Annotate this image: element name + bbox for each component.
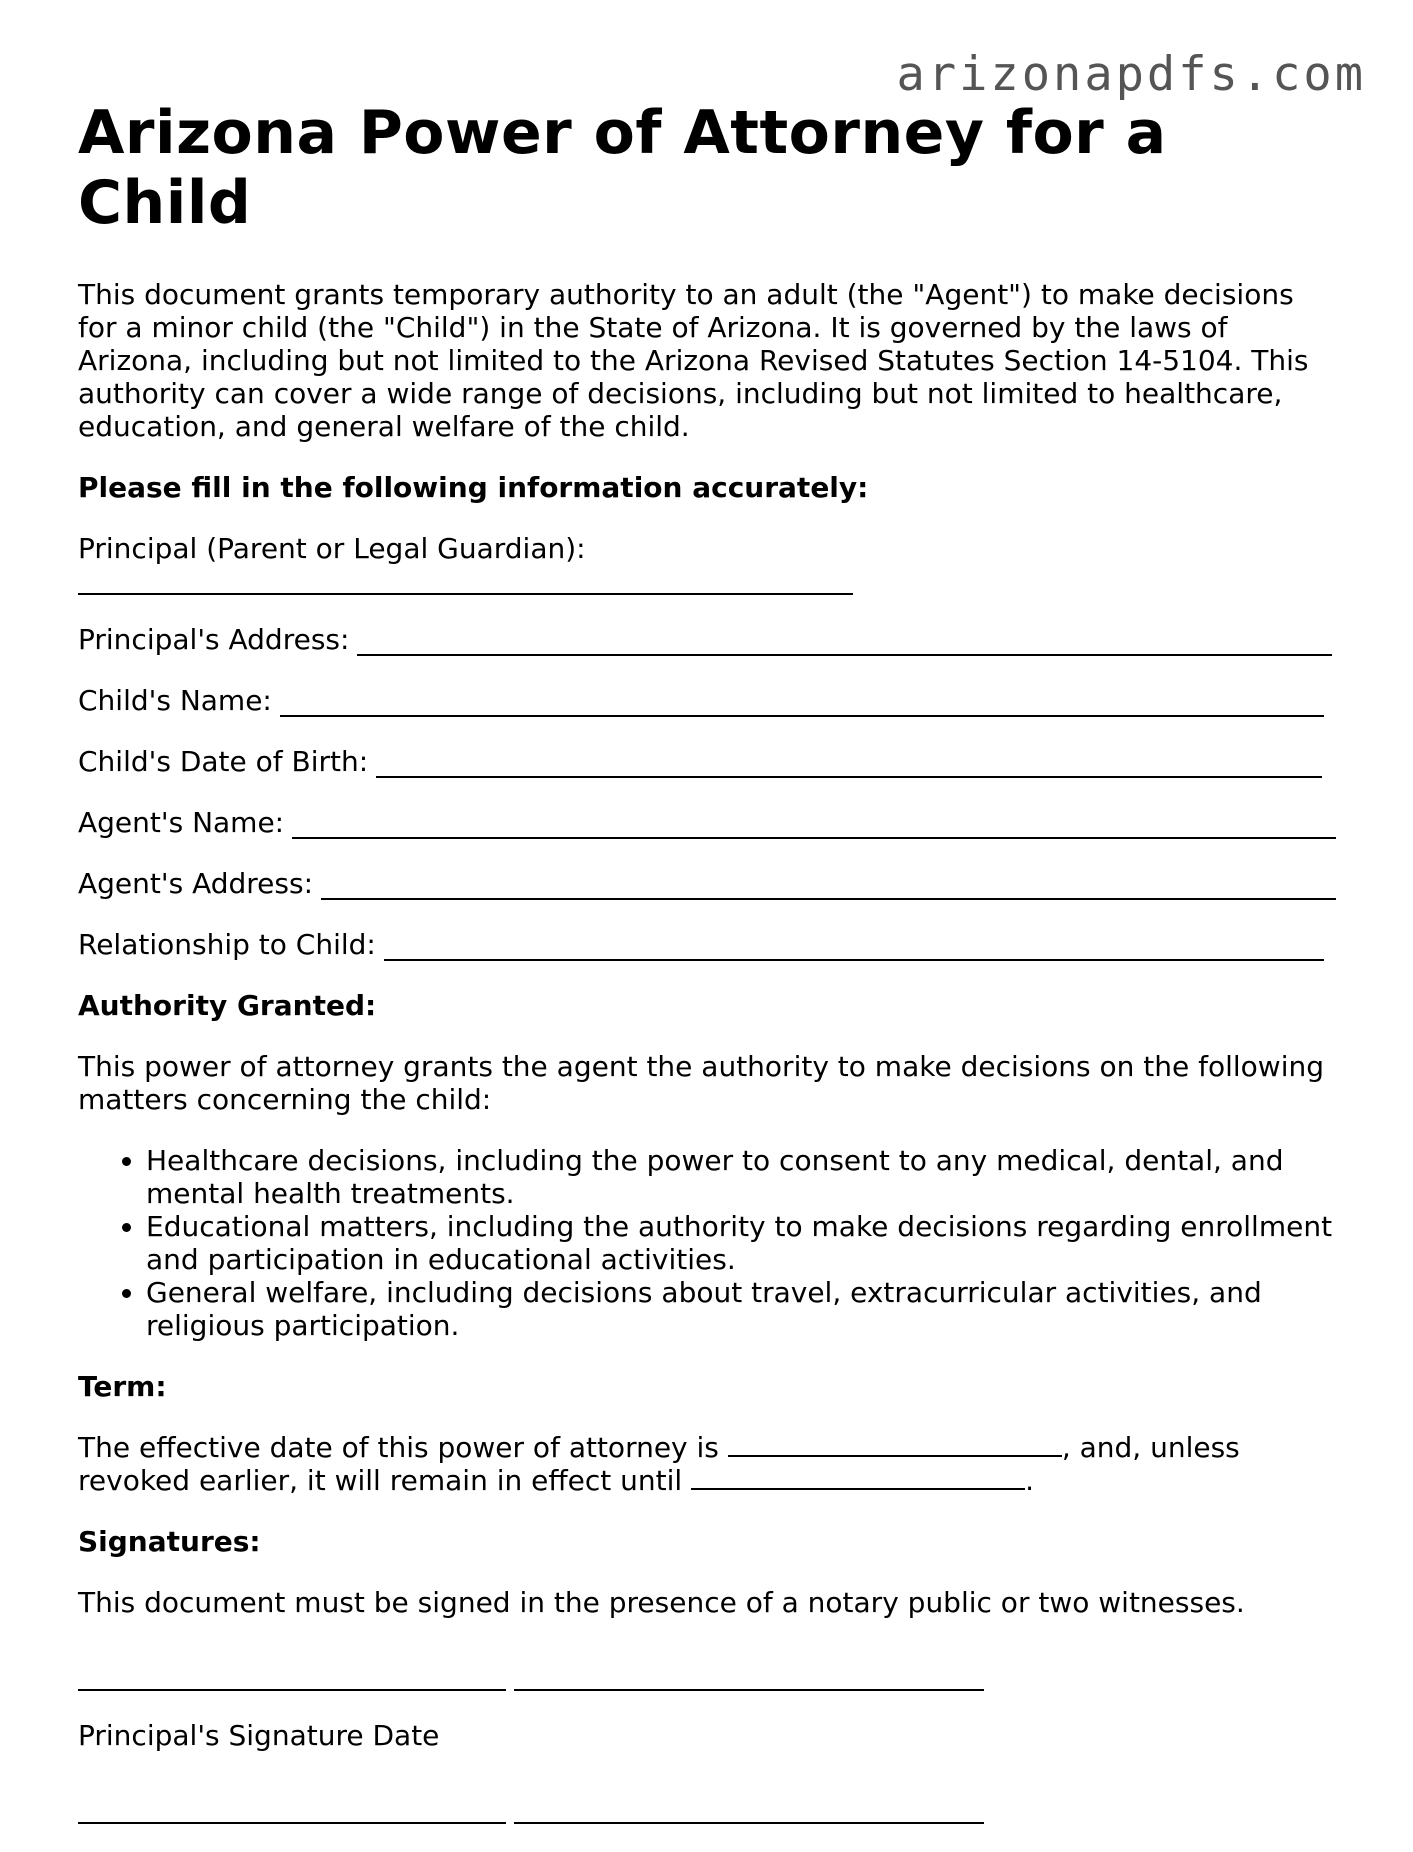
term-text-3: . — [1025, 1464, 1034, 1497]
second-date-line[interactable] — [514, 1800, 984, 1824]
second-signature-row — [78, 1800, 1336, 1824]
term-text-2: , and, unless revoked earlier, it will remain in effect until — [78, 1431, 1240, 1497]
second-signature-line[interactable] — [78, 1800, 506, 1824]
child-name-label: Child's Name: — [78, 684, 272, 717]
term-text-1: The effective date of this power of attorney is — [78, 1431, 719, 1464]
principal-label: Principal (Parent or Legal Guardian): — [78, 532, 586, 565]
child-dob-label: Child's Date of Birth: — [78, 745, 369, 778]
authority-item-healthcare: • Healthcare decisions, including the power to consent to any medical, dental, and mental health treatments. — [146, 1144, 1336, 1210]
principal-field — [78, 532, 1336, 595]
agent-address-label: Agent's Address: — [78, 867, 314, 900]
child-dob-input-line[interactable] — [376, 749, 1322, 778]
authority-heading: Authority Granted: — [78, 989, 377, 1022]
relationship-field — [78, 928, 1336, 961]
principal-signature-label: Principal's Signature Date — [78, 1719, 440, 1752]
authority-item-welfare: • General welfare, including decisions about travel, extracurricular activities, and religious participation. — [146, 1276, 1336, 1342]
agent-address-field — [78, 867, 1336, 900]
authority-text: This power of attorney grants the agent the authority to make decisions on the following matters concerning the child: — [78, 1050, 1324, 1116]
agent-name-input-line[interactable] — [292, 810, 1336, 839]
principal-signature-row — [78, 1667, 1336, 1691]
child-name-field — [78, 684, 1336, 717]
principal-address-input-line[interactable] — [357, 627, 1332, 656]
agent-name-field — [78, 806, 1336, 839]
signatures-text: This document must be signed in the presence of a notary public or two witnesses. — [78, 1586, 1245, 1619]
principal-date-line[interactable] — [514, 1667, 984, 1691]
principal-address-field — [78, 623, 1336, 656]
effective-date-blank[interactable] — [728, 1431, 1062, 1457]
fill-heading: Please fill in the following information accurately: — [78, 471, 869, 504]
child-name-input-line[interactable] — [280, 688, 1324, 717]
child-dob-field — [78, 745, 1336, 778]
principal-address-label: Principal's Address: — [78, 623, 350, 656]
principal-input-line[interactable] — [78, 565, 853, 595]
page-title: Arizona Power of Attorney for a Child — [78, 98, 1167, 238]
term-heading: Term: — [78, 1370, 167, 1403]
end-date-blank[interactable] — [691, 1464, 1025, 1490]
relationship-label: Relationship to Child: — [78, 928, 376, 961]
term-paragraph — [78, 1431, 1336, 1497]
relationship-input-line[interactable] — [384, 932, 1324, 961]
document-page — [78, 98, 1336, 1852]
authority-item-education: • Educational matters, including the authority to make decisions regarding enrollment and participation in educational activities. — [146, 1210, 1336, 1276]
watermark: arizonapdfs.com — [896, 47, 1366, 102]
agent-address-input-line[interactable] — [321, 871, 1336, 900]
agent-name-label: Agent's Name: — [78, 806, 285, 839]
signatures-heading: Signatures: — [78, 1525, 261, 1558]
intro-paragraph: This document grants temporary authority to an adult (the "Agent") to make decisions for a minor child (the "Child") in the State of Arizona. It is governed by the laws of Arizona, including but not limited to the Arizona Revised Statutes Section 14-5104. This authority can cover a wide range of decisions, including but not limited to healthcare, education, and general welfare of the child. — [78, 278, 1309, 443]
principal-signature-line[interactable] — [78, 1667, 506, 1691]
authority-list — [78, 1144, 1336, 1342]
